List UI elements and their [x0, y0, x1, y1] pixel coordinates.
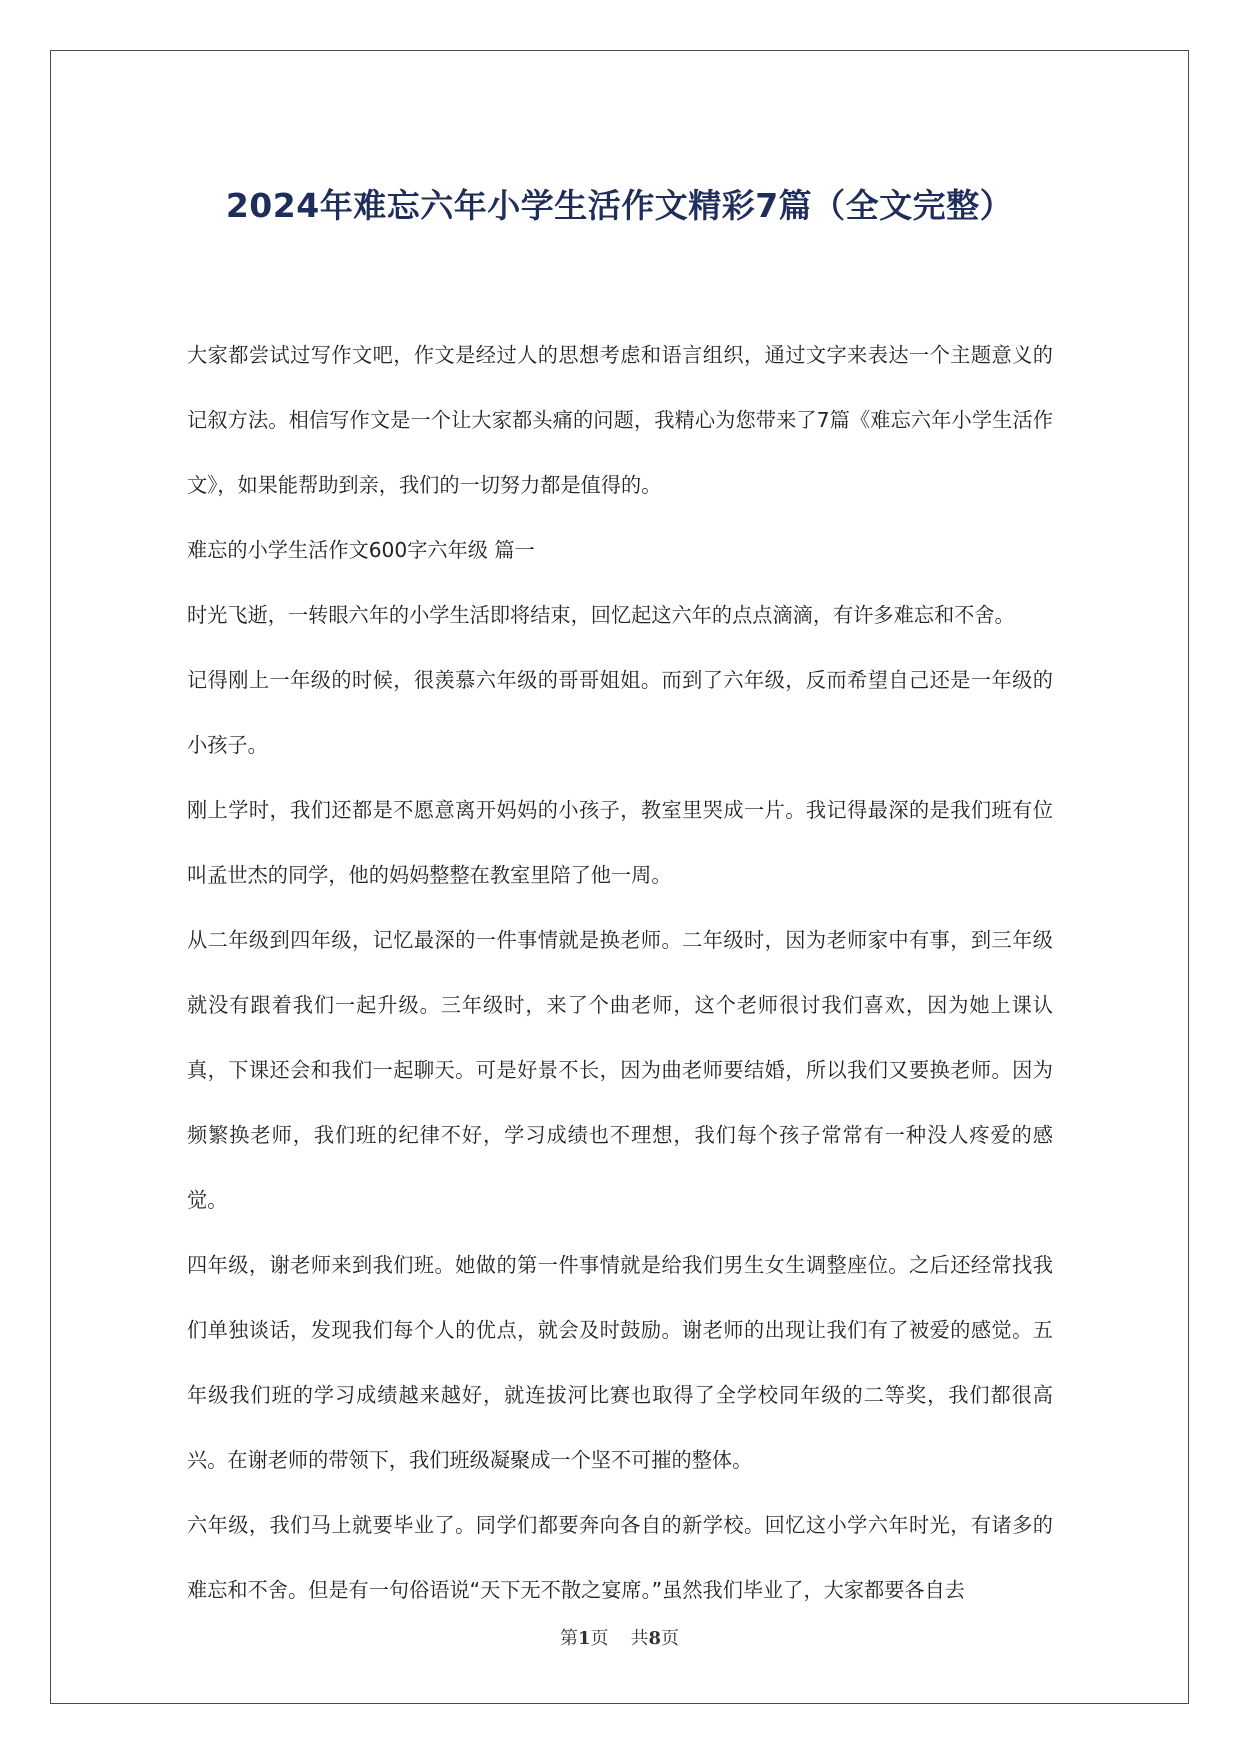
intro-paragraph: 大家都尝试过写作文吧，作文是经过人的思想考虑和语言组织，通过文字来表达一个主题意义的记叙方法。相信写作文是一个让大家都头痛的问题，我精心为您带来了7篇《难忘六年小学生活作文》，如果能帮助到亲，我们的一切努力都是值得的。 — [187, 343, 1053, 497]
body-paragraph: 四年级，谢老师来到我们班。她做的第一件事情就是给我们男生女生调整座位。之后还经常找我们单独谈话，发现我们每个人的优点，就会及时鼓励。谢老师的出现让我们有了被爱的感觉。五年级我们班的学习成绩越来越好，就连拔河比赛也取得了全学校同年级的二等奖，我们都很高兴。在谢老师的带领下，我们班级凝聚成一个坚不可摧的整体。 — [187, 1253, 1053, 1472]
total-pages: 共8页 — [630, 1628, 680, 1649]
document-body — [187, 323, 1053, 1623]
document-title: 2024年难忘六年小学生活作文精彩7篇（全文完整） — [225, 186, 1014, 226]
page-number: 第1页 — [559, 1628, 609, 1649]
body-paragraph: 时光飞逝，一转眼六年的小学生活即将结束，回忆起这六年的点点滴滴，有许多难忘和不舍。 — [187, 603, 1015, 627]
body-paragraph: 记得刚上一年级的时候，很羡慕六年级的哥哥姐姐。而到了六年级，反而希望自己还是一年级的小孩子。 — [187, 668, 1053, 757]
body-paragraph: 刚上学时，我们还都是不愿意离开妈妈的小孩子，教室里哭成一片。我记得最深的是我们班有位叫孟世杰的同学，他的妈妈整整在教室里陪了他一周。 — [187, 798, 1053, 887]
body-paragraph: 六年级，我们马上就要毕业了。同学们都要奔向各自的新学校。回忆这小学六年时光，有诸多的难忘和不舍。但是有一句俗语说“天下无不散之宴席。”虽然我们毕业了，大家都要各自去 — [187, 1513, 1053, 1602]
page-footer — [50, 1624, 1189, 1650]
section-heading: 难忘的小学生活作文600字六年级 篇一 — [187, 538, 535, 562]
body-paragraph: 从二年级到四年级，记忆最深的一件事情就是换老师。二年级时，因为老师家中有事，到三年级就没有跟着我们一起升级。三年级时，来了个曲老师，这个老师很讨我们喜欢，因为她上课认真，下课还会和我们一起聊天。可是好景不长，因为曲老师要结婚，所以我们又要换老师。因为频繁换老师，我们班的纪律不好，学习成绩也不理想，我们每个孩子常常有一种没人疼爱的感觉。 — [187, 928, 1053, 1212]
